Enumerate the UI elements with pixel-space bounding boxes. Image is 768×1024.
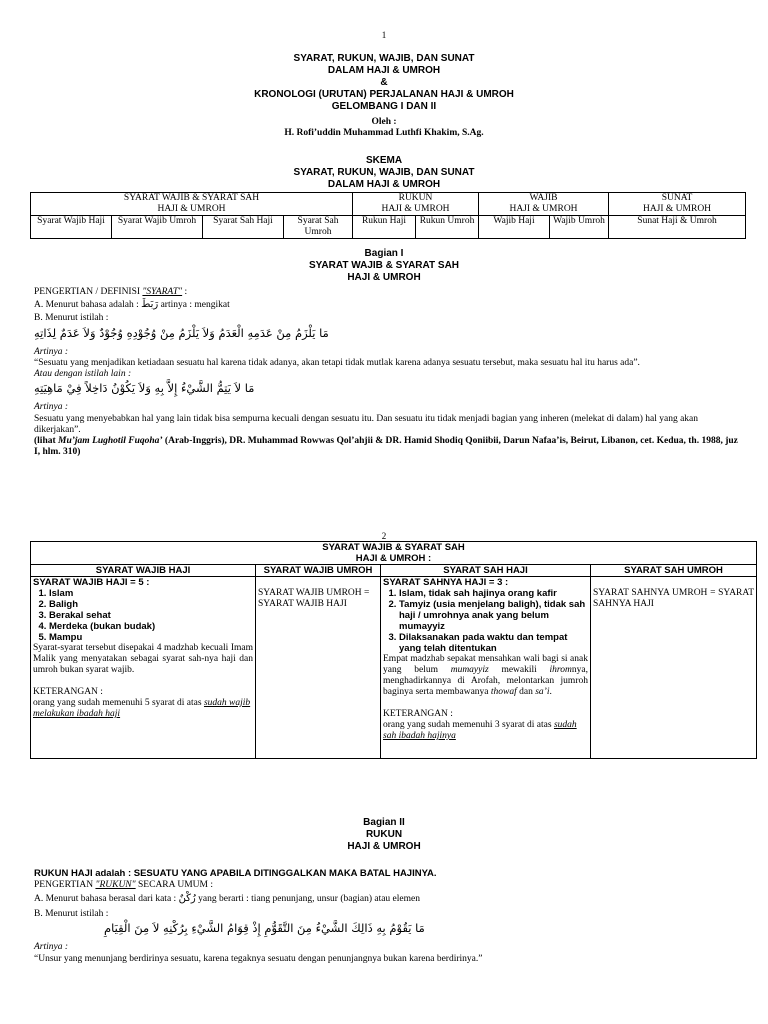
wajib-haji-ket-label: KETERANGAN : [33,687,103,697]
sah-haji-note [383,654,588,698]
cell-syarat-sah-umroh [591,577,757,759]
wajib-umroh-text: SYARAT WAJIB UMROH = SYARAT WAJIB HAJI [258,588,370,609]
title-line: & [380,77,388,88]
bagian-1-heading [0,248,768,284]
skema-group-row [31,193,746,216]
sah-haji-ket-label: KETERANGAN : [383,709,453,719]
sub-wajib-umroh: Wajib Umroh [550,216,609,239]
sah-haji-heading: SYARAT SAHNYA HAJI = 3 : [383,577,509,588]
list-item: 1. Islam [49,588,253,599]
note-part: thowaf [490,687,517,697]
cell-syarat-sah-haji [381,577,591,759]
bahasa-arabic: رُكْنٌ [178,893,196,904]
artinya-2-text: Sesuatu yang menyebabkan hal yang lain tidak bisa sempurna kecuali dengan sesuatu itu. Dan sesuatu itu tidak menjadi bagian yang inheren (melekat di dalam) hal yang akan dikerjakan”. [34,414,699,435]
wajib-haji-ket [33,698,253,720]
bagian-line: Bagian II [363,817,405,828]
note-part: ihrom [549,665,572,675]
syarat-table-body-row [31,577,757,759]
header-syarat-wajib-haji: SYARAT WAJIB HAJI [31,565,256,577]
reference [34,436,746,458]
title-line: SYARAT, RUKUN, WAJIB, DAN SUNAT [293,53,475,64]
table-subtitle: HAJI & UMROH : [355,553,432,564]
bagian-line: SYARAT WAJIB & SYARAT SAH [308,260,460,271]
wajib-haji-heading: SYARAT WAJIB HAJI = 5 : [33,577,150,588]
sub-syarat-sah-umroh: Syarat Sah Umroh [284,216,353,239]
list-item: 3. Berakal sehat [49,610,253,621]
ket-text: orang yang sudah memenuhi 5 syarat di atas [33,698,204,708]
bahasa-suffix: yang berarti : tiang penunjang, unsur (bagian) atau elemen [195,894,420,904]
bagian-2-heading [0,817,768,853]
oleh-label: Oleh : [371,117,397,127]
note-part: mewakili [488,665,550,675]
syarat-table-title-row [31,542,757,565]
note-part: . [549,687,552,697]
pengertian-rest: SECARA UMUM : [135,880,213,890]
bahasa-suffix: artinya : mengikat [158,300,230,310]
bagian-line: Bagian I [364,248,404,259]
artinya-1-label: Artinya : [34,347,69,357]
sah-haji-list [383,588,588,654]
skema-table [30,192,746,239]
bahasa-prefix: A. Menurut bahasa berasal dari kata : [34,894,179,904]
note-part: nya, menghadirkannya di Arofah, melontarkan jumroh baginya serta membawanya [383,665,588,697]
ref-rest: (Arab-Inggris), DR. Muhammad Rowwas Qol’ahjii & DR. Hamid Shodiq Qoniibii, Darun Nafaa’is, Beirut, Libanon, cet. Kedua, th. 1988, juz I, hlm. 310) [34,436,738,457]
bagian-line: HAJI & UMROH [347,841,421,852]
ket-text: orang yang sudah memenuhi 3 syarat di atas [383,720,554,730]
arabic-definition-2: مَا لاَ يَتِمُّ الشَّيْءُ إِلاَّ بِهِ وَلاَ يَكُوْنُ دَاخِلاً فِيْ مَاهِيَتِهِ [34,381,255,395]
note-part: sa’i [535,687,550,697]
skema-heading [0,155,768,191]
page-number-2: 2 [381,531,387,541]
title-line: DALAM HAJI & UMROH [327,65,441,76]
bahasa-arabic: رَبَطَ [141,299,159,310]
pengertian-syarat [34,287,746,298]
skema-line: SKEMA [365,155,403,166]
sub-syarat-wajib-haji: Syarat Wajib Haji [31,216,112,239]
ket-emphasis: sudah wajib melakukan ibadah haji [33,698,251,719]
group-syarat: SYARAT WAJIB & SYARAT SAH HAJI & UMROH [31,193,353,216]
note-part: Empat madzhab sepakat mensahkan wali bagi si anak yang belum [383,654,588,675]
sub-rukun-haji: Rukun Haji [353,216,416,239]
list-item: 4. Merdeka (bukan budak) [49,621,253,632]
document-title [0,53,768,113]
bagian-line: HAJI & UMROH [347,272,421,283]
sah-haji-ket [383,720,588,742]
byline [0,117,768,139]
artinya-rukun-label: Artinya : [34,942,69,952]
group-wajib: WAJIB HAJI & UMROH [479,193,609,216]
pengertian-label: PENGERTIAN / DEFINISI [34,287,143,297]
skema-line: SYARAT, RUKUN, WAJIB, DAN SUNAT [293,167,475,178]
group-sunat: SUNAT HAJI & UMROH [609,193,746,216]
artinya-2-label: Artinya : [34,402,69,412]
list-item: 2. Baligh [49,599,253,610]
sub-syarat-wajib-umroh: Syarat Wajib Umroh [112,216,203,239]
author-name: H. Rofi’uddin Muhammad Luthfi Khakim, S.Ag. [284,128,484,138]
ref-prefix: (lihat [34,436,59,446]
syarat-table-title [31,542,757,565]
header-syarat-wajib-umroh: SYARAT WAJIB UMROH [256,565,381,577]
pengertian-colon: : [182,287,188,297]
page-number-1: 1 [381,30,387,40]
bagian-line: RUKUN [365,829,403,840]
header-syarat-sah-umroh: SYARAT SAH UMROH [591,565,757,577]
arabic-definition-rukun: مَا يَقُوْمُ بِهِ ذَالِكَ الشَّيْءُ مِنَ التَّقَوُّمِ إِذْ قِوَامُ الشَّيْءِ بِرُكْنِهِ لاَ مِنَ الْقِيَامِ [104,921,425,935]
sub-sunat: Sunat Haji & Umroh [609,216,746,239]
title-line: KRONOLOGI (URUTAN) PERJALANAN HAJI & UMROH [254,89,514,100]
atau-label: Atau dengan istilah lain : [34,369,132,379]
syarat-table-header-row [31,565,757,577]
arabic-definition-1: مَا يَلْزَمُ مِنْ عَدَمِهِ الْعَدَمُ وَلاَ يَلْزَمُ مِنْ وُجُوْدِهِ وُجُوْدٌ وَلاَ عَدَمٌ لِذَاتِهِ [34,326,329,340]
title-line: GELOMBANG I DAN II [331,101,437,112]
sub-wajib-haji: Wajib Haji [479,216,550,239]
group-rukun: RUKUN HAJI & UMROH [353,193,479,216]
wajib-haji-list [33,588,253,643]
note-part: mumayyiz [450,665,489,675]
syarat-menurut-istilah: B. Menurut istilah : [34,313,109,323]
sub-syarat-sah-haji: Syarat Sah Haji [203,216,284,239]
artinya-rukun-text: “Unsur yang menunjang berdirinya sesuatu, karena tegaknya sesuatu dengan penunjangnya bukan karena berdirinya.” [34,954,483,964]
pengertian-label: PENGERTIAN [34,880,96,890]
pengertian-term: "RUKUN" [95,880,136,890]
wajib-haji-note: Syarat-syarat tersebut disepakai 4 madzhab kecuali Imam Malik yang menyatakan sebagai syarat sah-nya haji dan umroh bukan syarat wajib. [33,643,253,675]
list-item: 1. Islam, tidak sah hajinya orang kafir [399,588,588,599]
syarat-table [30,541,757,759]
list-item: 5. Mampu [49,632,253,643]
skema-line: DALAM HAJI & UMROH [327,179,441,190]
cell-syarat-wajib-haji [31,577,256,759]
sub-rukun-umroh: Rukun Umroh [416,216,479,239]
syarat-menurut-bahasa [34,299,746,311]
rukun-menurut-bahasa [34,893,746,905]
rukun-menurut-istilah: B. Menurut istilah : [34,909,109,919]
bahasa-prefix: A. Menurut bahasa adalah : [34,300,142,310]
artinya-1-text: “Sesuatu yang menjadikan ketiadaan sesuatu hal karena tidak adanya, akan tetapi tidak mutlak karena adanya sesuatu tersebut, maka sesuatu hal itu harus ada”. [34,358,640,368]
header-syarat-sah-haji: SYARAT SAH HAJI [381,565,591,577]
table-title: SYARAT WAJIB & SYARAT SAH [322,542,465,553]
ref-book: Mu’jam Lughotil Fuqoha’ [58,436,163,446]
pengertian-rukun [34,880,746,891]
note-part: dan [516,687,536,697]
list-item: 2. Tamyiz (usia menjelang baligh), tidak sah haji / umrohnya anak yang belum mumayyiz [399,599,588,632]
list-item: 3. Dilaksanakan pada waktu dan tempat yang telah ditentukan [399,632,588,654]
rukun-definition: RUKUN HAJI adalah : SESUATU YANG APABILA DITINGGALKAN MAKA BATAL HAJINYA. [34,868,437,879]
ket-emphasis: sudah sah ibadah hajinya [383,720,577,741]
pengertian-term: "SYARAT" [142,287,183,297]
skema-sub-row [31,216,746,239]
sah-umroh-text: SYARAT SAHNYA UMROH = SYARAT SAHNYA HAJI [593,588,754,609]
cell-syarat-wajib-umroh [256,577,381,759]
